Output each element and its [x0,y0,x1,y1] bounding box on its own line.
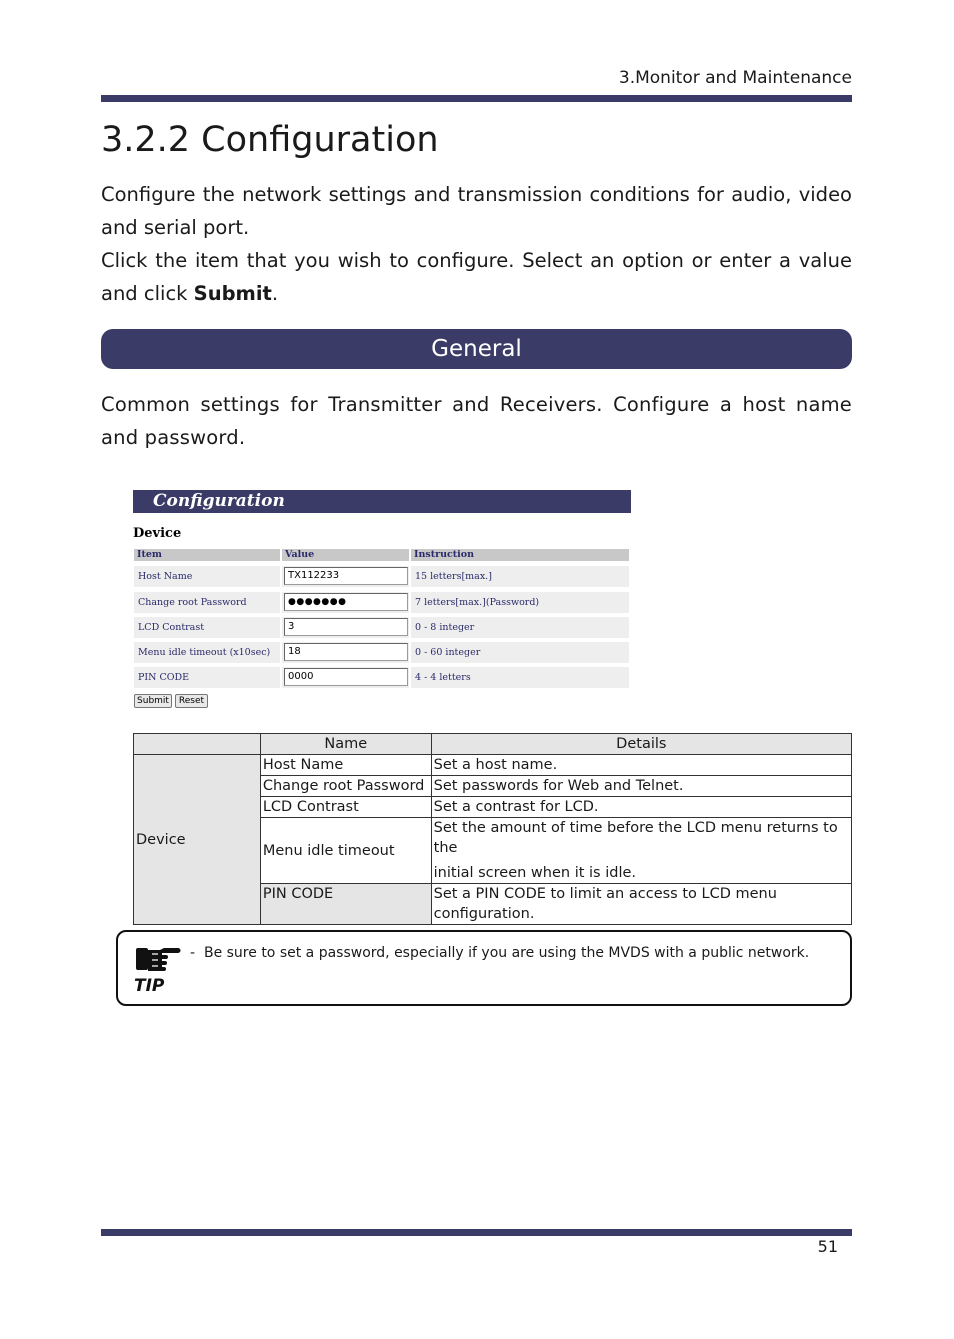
details-cell: Set a PIN CODE to limit an access to LCD menu configuration. [431,884,851,925]
config-instruction-host-name: 15 letters[max.] [411,566,629,587]
config-item-lcd-contrast: LCD Contrast [134,617,280,638]
name-cell: Change root Password [260,776,431,797]
details-line: Set the amount of time before the LCD menu returns to the [433,820,838,856]
config-item-menu-idle: Menu idle timeout (x10sec) [134,642,280,663]
page-number: 51 [817,1237,838,1256]
intro-paragraph-1: Configure the network settings and transmission conditions for audio, video and serial port. [101,183,852,239]
config-item-password: Change root Password [134,592,280,613]
config-col-item: Item [134,549,280,561]
details-table [133,733,852,925]
group-cell-device: Device [134,755,261,925]
configuration-screenshot [133,490,633,715]
details-cell: Set a contrast for LCD. [431,797,851,818]
submit-button[interactable]: Submit [134,694,172,708]
name-cell: PIN CODE [260,884,431,925]
config-instruction-pin-code: 4 - 4 letters [411,667,629,688]
header-cell-name: Name [260,734,431,755]
table-header-row [134,734,852,755]
config-instruction-lcd-contrast: 0 - 8 integer [411,617,629,638]
section-title: 3.2.2 Configuration [101,120,439,160]
tip-label: TIP [134,976,165,996]
details-line: initial screen when it is idle. [433,865,637,881]
header-cell-details: Details [431,734,851,755]
details-cell: Set passwords for Web and Telnet. [431,776,851,797]
config-item-pin-code: PIN CODE [134,667,280,688]
footer-rule [101,1229,852,1236]
menu-idle-input[interactable]: 18 [284,643,408,661]
config-col-value: Value [282,549,409,561]
details-cell [431,818,851,884]
intro-period: . [271,282,279,305]
tip-text: Be sure to set a password, especially if you are using the MVDS with a public network. [203,945,810,961]
details-cell: Set a host name. [431,755,851,776]
config-item-host-name: Host Name [134,566,280,587]
config-instruction-menu-idle: 0 - 60 integer [411,642,629,663]
general-description: Common settings for Transmitter and Receivers. Configure a host name and password. [101,393,852,449]
tip-badge [134,944,182,994]
password-input[interactable]: ●●●●●●● [284,593,408,611]
name-cell: Host Name [260,755,431,776]
host-name-input[interactable]: TX112233 [284,567,408,585]
header-rule [101,95,852,102]
config-instruction-password: 7 letters[max.](Password) [411,592,629,613]
pointing-hand-icon [134,944,182,974]
tip-box [116,930,852,1006]
name-cell: LCD Contrast [260,797,431,818]
lcd-contrast-input[interactable]: 3 [284,618,408,636]
config-section-label: Device [133,526,182,541]
reset-button[interactable]: Reset [175,694,208,708]
intro-text: Click the item that you wish to configure. Select an option or enter a value and click [101,249,852,305]
intro-paragraph-2 [101,244,852,310]
config-col-instruction: Instruction [411,549,629,561]
pin-code-input[interactable]: 0000 [284,668,408,686]
submit-keyword: Submit [193,282,272,305]
header-cell-blank [134,734,261,755]
running-header: 3.Monitor and Maintenance [618,68,852,88]
tip-bullet: - [190,945,196,961]
config-title: Configuration [153,491,285,511]
config-titlebar [133,490,631,513]
tip-text-line [190,945,809,961]
general-banner: General [101,329,852,369]
table-row [134,755,852,776]
name-cell: Menu idle timeout [260,818,431,884]
